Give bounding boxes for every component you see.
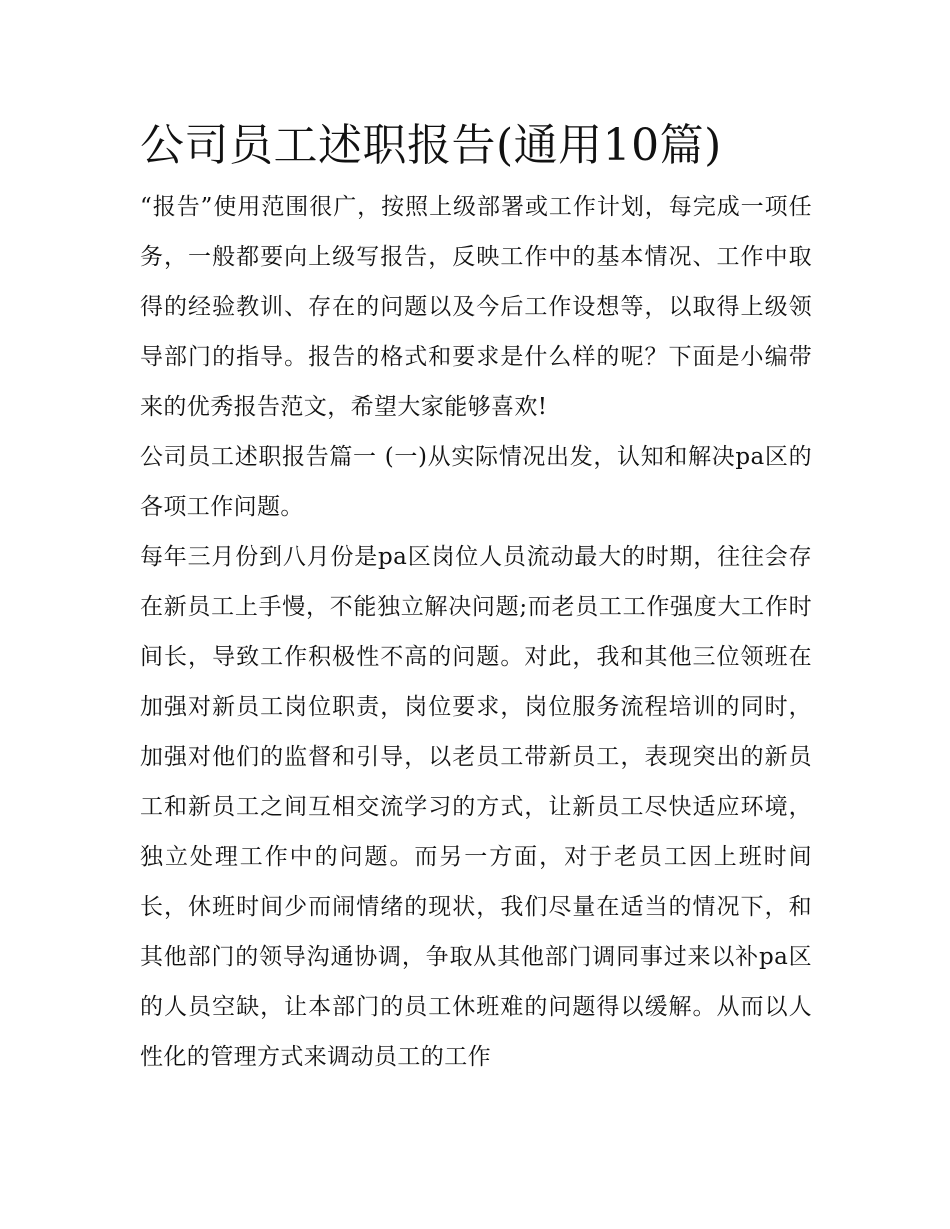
intro-paragraph: “报告”使用范围很广，按照上级部署或工作计划，每完成一项任务，一般都要向上级写报告，反映工作中的基本情况、工作中取得的经验教训、存在的问题以及今后工作设想等，以取得上级领导部门的指导。报告的格式和要求是什么样的呢？下面是小编带来的优秀报告范文，希望大家能够喜欢!	[140, 194, 812, 420]
section-heading-paragraph: 公司员工述职报告篇一 (一)从实际情况出发，认知和解决pa区的各项工作问题。	[140, 444, 812, 520]
document-body	[140, 112, 812, 1082]
document-title: 公司员工述职报告(通用10篇)	[140, 120, 722, 171]
body-paragraph: 每年三月份到八月份是pa区岗位人员流动最大的时期，往往会存在新员工上手慢，不能独立解决问题;而老员工工作强度大工作时间长，导致工作积极性不高的问题。对此，我和其他三位领班在加强对新员工岗位职责，岗位要求，岗位服务流程培训的同时，加强对他们的监督和引导，以老员工带新员工，表现突出的新员工和新员工之间互相交流学习的方式，让新员工尽快适应环境，独立处理工作中的问题。而另一方面，对于老员工因上班时间长，休班时间少而闹情绪的现状，我们尽量在适当的情况下，和其他部门的领导沟通协调，争取从其他部门调同事过来以补pa区的人员空缺，让本部门的员工休班难的问题得以缓解。从而以人性化的管理方式来调动员工的工作	[140, 544, 812, 1070]
